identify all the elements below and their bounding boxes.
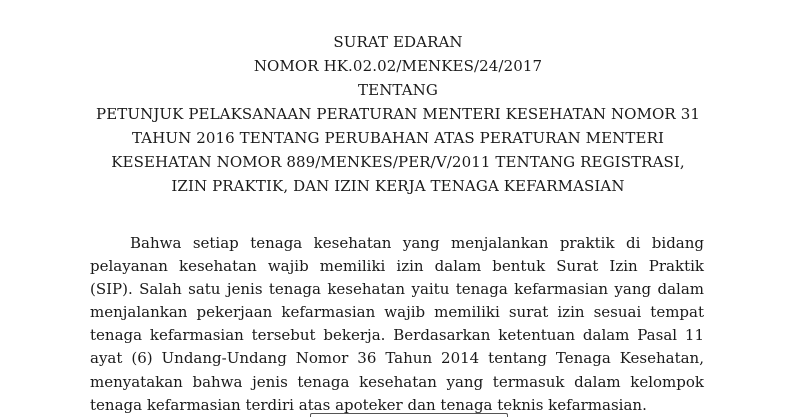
paragraph-line: (SIP). Salah satu jenis tenaga kesehatan yaitu tenaga kefarmasian yang dalam (90, 280, 704, 299)
heading-number: NOMOR HK.02.02/MENKES/24/2017 (253, 57, 543, 75)
heading-title: SURAT EDARAN (333, 33, 463, 51)
paragraph-line: tenaga kefarmasian tersebut bekerja. Berdasarkan ketentuan dalam Pasal 11 (90, 326, 704, 345)
paragraph-line: menyatakan bahwa jenis tenaga kesehatan yang termasuk dalam kelompok (90, 372, 704, 391)
heading-subject-line: KESEHATAN NOMOR 889/MENKES/PER/V/2011 TENTANG REGISTRASI, (111, 153, 685, 171)
heading-about: TENTANG (358, 81, 438, 99)
heading-subject-line: TAHUN 2016 TENTANG PERUBAHAN ATAS PERATURAN MENTERI (132, 129, 664, 147)
heading-subject-line: IZIN PRAKTIK, DAN IZIN KERJA TENAGA KEFARMASIAN (171, 177, 625, 195)
paragraph-line: menjalankan pekerjaan kefarmasian wajib memiliki surat izin sesuai tempat (90, 303, 704, 322)
heading-subject-line: PETUNJUK PELAKSANAAN PERATURAN MENTERI KESEHATAN NOMOR 31 (96, 105, 700, 123)
paragraph-line: ayat (6) Undang-Undang Nomor 36 Tahun 2014 tentang Tenaga Kesehatan, (90, 349, 704, 368)
paragraph-line: pelayanan kesehatan wajib memiliki izin dalam bentuk Surat Izin Praktik (90, 257, 704, 276)
cropped-box-edge (310, 413, 508, 417)
paragraph-line: tenaga kefarmasian terdiri atas apoteker dan tenaga teknis kefarmasian. (90, 395, 647, 414)
body-paragraph (90, 232, 704, 417)
document-heading (0, 30, 796, 198)
paragraph-line: Bahwa setiap tenaga kesehatan yang menjalankan praktik di bidang (130, 234, 704, 252)
